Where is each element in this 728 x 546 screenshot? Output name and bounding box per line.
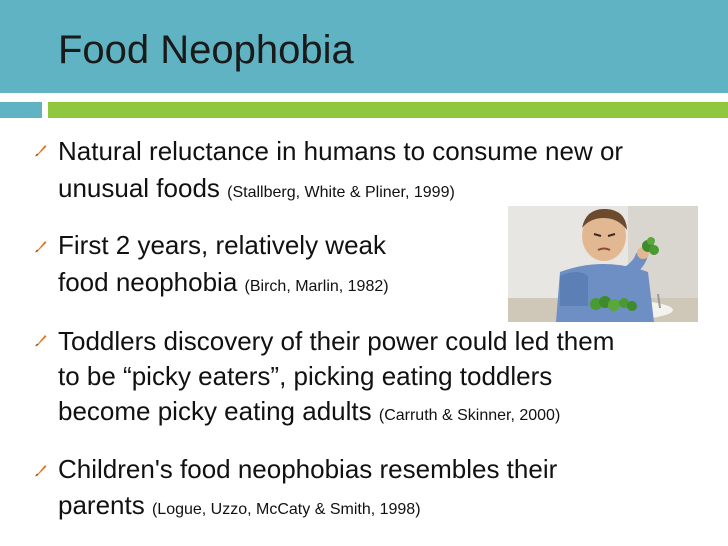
bullet-2-text: food neophobia xyxy=(58,267,238,297)
bullet-3-line-2: to be “picky eaters”, picking eating toddlers xyxy=(58,361,553,391)
feather-arrow-icon xyxy=(34,239,48,253)
bullet-1-citation: (Stallberg, White & Pliner, 1999) xyxy=(227,184,455,201)
bullet-1-text: unusual foods xyxy=(58,173,220,203)
bullet-2-citation: (Birch, Marlin, 1982) xyxy=(244,278,389,295)
bullet-4-line-1: Children's food neophobias resembles their xyxy=(58,454,558,484)
feather-arrow-icon xyxy=(34,463,48,477)
bullet-1-line-2 xyxy=(58,171,455,210)
bullet-2-line-2 xyxy=(58,265,389,304)
bullet-3-line-3 xyxy=(58,394,560,433)
bullet-1-line-1: Natural reluctance in humans to consume new or xyxy=(58,136,624,166)
bullet-4-text: parents xyxy=(58,490,145,520)
child-with-broccoli-photo xyxy=(508,206,698,322)
bullet-4-line-2 xyxy=(58,488,421,527)
bullet-2-line-1: First 2 years, relatively weak xyxy=(58,230,386,260)
bullet-3-citation: (Carruth & Skinner, 2000) xyxy=(378,407,561,424)
bullet-3-line-1: Toddlers discovery of their power could led them xyxy=(58,326,615,356)
slide-title: Food Neophobia xyxy=(58,28,354,72)
feather-arrow-icon xyxy=(34,143,48,157)
bullet-3-text: become picky eating adults xyxy=(58,396,372,426)
feather-arrow-icon xyxy=(34,333,48,347)
bullet-4-citation: (Logue, Uzzo, McCaty & Smith, 1998) xyxy=(151,501,421,518)
